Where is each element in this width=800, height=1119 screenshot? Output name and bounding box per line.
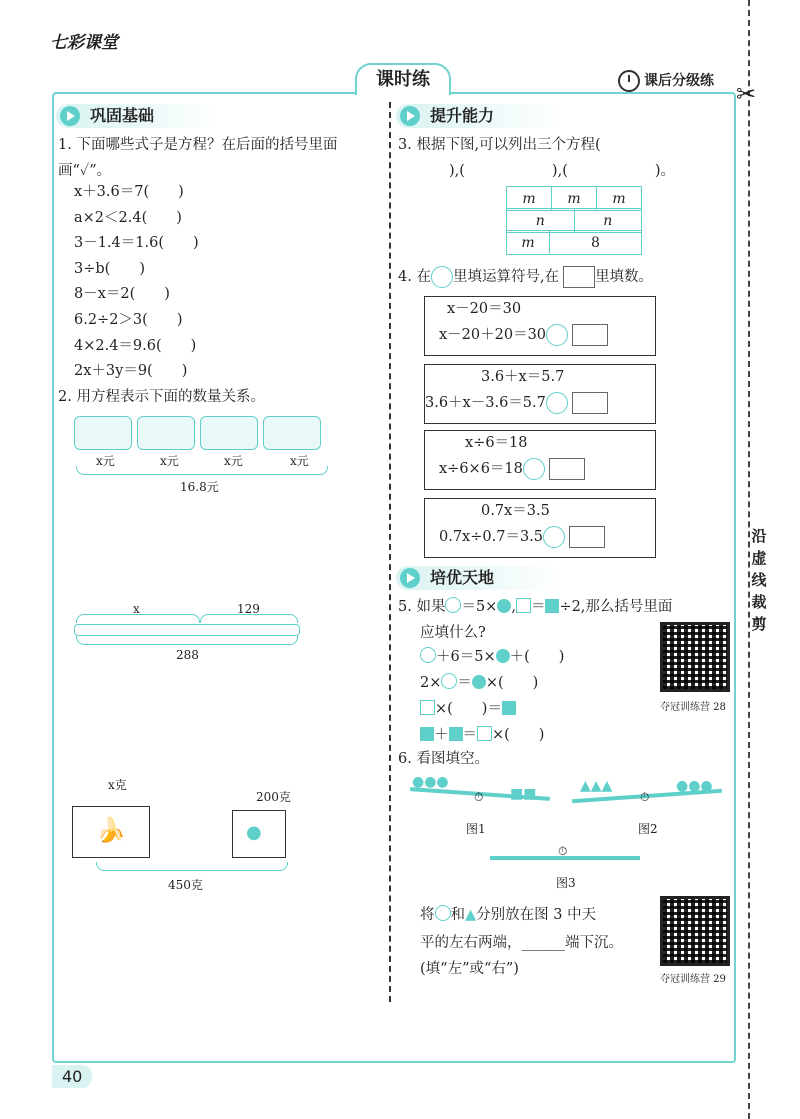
q5-b: ＝5× — [461, 599, 498, 615]
solid-square-icon — [449, 727, 463, 741]
figure-trays — [74, 416, 334, 454]
q5-row1-b: ＋( ) — [509, 649, 565, 665]
cell-m: m — [597, 187, 642, 211]
tray-image — [74, 416, 132, 450]
solid-square-icon — [502, 701, 516, 715]
box-total: 450克 — [168, 878, 203, 892]
question-3-line1: 3. 根据下图,可以列出三个方程( — [398, 137, 601, 153]
page-title: 课时练 — [355, 63, 451, 95]
question-1: 1. 下面哪些式子是方程？在后面的括号里面画“✓”。 — [58, 137, 338, 179]
cell-8: 8 — [550, 231, 642, 255]
tray-image — [263, 416, 321, 450]
q1-item: 8－x＝2( ) — [74, 286, 170, 303]
apple-icon: ● — [246, 822, 262, 843]
q6-line1 — [420, 902, 660, 928]
box-right-label: 200克 — [256, 790, 291, 804]
hollow-circle-icon — [441, 673, 457, 689]
cell-m: m — [552, 187, 597, 211]
solid-circle-icon — [472, 675, 486, 689]
play-icon — [400, 106, 420, 126]
circle-weights-icon: ●●● — [412, 774, 449, 790]
level-tag-label: 课后分级练 — [644, 73, 714, 89]
question-3-line2: ),( ),( )。 — [420, 163, 676, 179]
hollow-square-icon — [477, 726, 492, 741]
segment-total-brace — [76, 636, 298, 645]
number-input[interactable] — [572, 324, 608, 346]
section-improve-label: 提升能力 — [430, 106, 495, 125]
section-improve — [396, 104, 562, 128]
cell-m: m — [507, 187, 552, 211]
q1-item: 3－1.4＝1.6( ) — [74, 235, 199, 252]
q1-item: 3÷b( ) — [74, 260, 145, 277]
total-brace — [76, 466, 328, 475]
q5-row4-a: ＋ — [434, 727, 449, 743]
banana-icon: 🍌 — [96, 816, 126, 844]
hollow-square-icon — [516, 598, 531, 613]
equation-top: x÷6＝18 — [465, 435, 528, 451]
triangle-icon: ▲ — [465, 907, 477, 923]
q5-d: ＝ — [530, 599, 546, 615]
circle-symbol — [431, 266, 453, 288]
equation-top: 0.7x＝3.5 — [481, 503, 550, 519]
question-6: 6. 看图填空。 — [398, 751, 489, 767]
equation-bottom: x－20＋20＝30 — [439, 326, 547, 343]
segment-total: 288 — [176, 648, 199, 662]
equation-bottom: x÷6×6＝18 — [439, 460, 523, 477]
equation-box — [424, 296, 656, 356]
q6-line2: 平的左右两端，______端下沉。 — [420, 935, 623, 951]
q1-item: 2x＋3y＝9( ) — [74, 363, 188, 380]
q4-text-c: 里填数。 — [595, 269, 654, 285]
figure-2-label: 图2 — [638, 822, 658, 836]
segment-b-brace — [200, 614, 298, 623]
circle-weights-icon: ●●● — [676, 778, 713, 794]
segment-x-brace — [76, 614, 200, 623]
q5-continuation: 应填什么? — [420, 625, 486, 641]
q5-e: ÷2,那么括号里面 — [559, 599, 673, 615]
qr-code[interactable] — [660, 896, 730, 966]
equation-bottom: 0.7x÷0.7＝3.5 — [439, 528, 544, 545]
q6-c: 分别放在图 3 中天 — [476, 907, 597, 923]
q5-c: , — [511, 599, 516, 615]
segment-bar — [74, 624, 300, 636]
cut-label: 沿虚线裁剪 — [751, 527, 767, 633]
solid-square-icon — [420, 727, 434, 741]
q5-row — [420, 670, 650, 696]
cell-m: m — [507, 231, 550, 255]
page-number: 40 — [52, 1065, 92, 1088]
section-basics — [56, 104, 222, 128]
qr-code[interactable] — [660, 622, 730, 692]
operator-input[interactable] — [546, 324, 568, 346]
q5-row — [420, 722, 650, 748]
section-advanced — [396, 566, 562, 590]
q5-row — [420, 696, 650, 722]
tray-image — [137, 416, 195, 450]
equation-top: x－20＝30 — [447, 301, 522, 317]
question-4 — [398, 264, 728, 290]
q1-item: 6.2÷2＞3( ) — [74, 311, 183, 328]
segment-x-label: x — [133, 602, 140, 616]
clock-icon — [618, 70, 640, 92]
box-total-brace — [96, 862, 288, 871]
mn-diagram-row3 — [506, 230, 642, 255]
equation-box — [424, 430, 656, 490]
figure-3-label: 图3 — [556, 876, 576, 890]
q4-text-b: 里填运算符号,在 — [452, 269, 560, 285]
qr-label: 夺冠训练营 28 — [660, 702, 726, 713]
section-basics-label: 巩固基础 — [90, 106, 155, 125]
number-input[interactable] — [549, 458, 585, 480]
scissors-icon: ✂ — [736, 80, 757, 108]
number-input[interactable] — [569, 526, 605, 548]
equation-box — [424, 364, 656, 424]
cell-n: n — [507, 209, 575, 233]
equation-bottom: 3.6＋x－3.6＝5.7 — [425, 394, 546, 411]
segment-b-label: 129 — [237, 602, 260, 616]
tray-price-4: x元 — [290, 454, 309, 468]
tray-price-2: x元 — [160, 454, 179, 468]
solid-circle-icon — [496, 649, 510, 663]
box-left-label: x克 — [108, 778, 127, 792]
q1-item: 4×2.4＝9.6( ) — [74, 337, 197, 354]
q5-row4-b: ＝ — [462, 727, 477, 743]
triangle-weights-icon: ▲▲▲ — [580, 778, 613, 794]
q5-row2-a: 2× — [420, 675, 442, 691]
section-advanced-label: 培优天地 — [430, 568, 495, 587]
fulcrum-icon: ⏱ — [474, 790, 484, 804]
question-2: 2. 用方程表示下面的数量关系。 — [58, 389, 265, 405]
q6-line3: (填“左”或“右”) — [420, 961, 519, 977]
tray-price-1: x元 — [96, 454, 115, 468]
tray-image — [200, 416, 258, 450]
play-icon — [60, 106, 80, 126]
square-weights-icon: ■■ — [510, 786, 537, 802]
equation-top: 3.6＋x＝5.7 — [481, 369, 565, 385]
question-5 — [398, 594, 728, 620]
tray-total: 16.8元 — [180, 480, 219, 494]
q6-b: 和 — [450, 907, 465, 923]
equation-box — [424, 498, 656, 558]
q5-a: 5. 如果 — [398, 599, 446, 615]
q1-list — [74, 180, 374, 385]
q5-rows — [420, 644, 650, 748]
hollow-circle-icon — [445, 597, 461, 613]
tray-price-3: x元 — [224, 454, 243, 468]
number-input[interactable] — [572, 392, 608, 414]
hollow-circle-icon — [435, 905, 451, 921]
hollow-square-icon — [420, 700, 435, 715]
fulcrum-icon: ⏱ — [640, 790, 650, 804]
level-tag — [618, 70, 714, 92]
figure-1-label: 图1 — [466, 822, 486, 836]
q1-item: x＋3.6＝7( ) — [74, 184, 184, 200]
q5-row — [420, 644, 650, 670]
q5-row2-c: ×( ) — [485, 675, 539, 691]
qr-label: 夺冠训练营 29 — [660, 974, 726, 985]
square-symbol — [563, 266, 595, 288]
operator-input[interactable] — [543, 526, 565, 548]
hollow-circle-icon — [420, 647, 436, 663]
q4-text-a: 4. 在 — [398, 269, 431, 285]
solid-circle-icon — [497, 599, 511, 613]
play-icon — [400, 568, 420, 588]
q1-item: a×2＜2.4( ) — [74, 209, 182, 226]
q5-row4-c: ×( ) — [492, 727, 545, 743]
fulcrum-icon: ⏱ — [558, 844, 568, 858]
operator-input[interactable] — [523, 458, 545, 480]
operator-input[interactable] — [546, 392, 568, 414]
cell-n: n — [574, 209, 642, 233]
q5-row2-b: ＝ — [457, 675, 472, 691]
q5-row3-a: ×( )＝ — [435, 701, 502, 717]
solid-square-icon — [545, 599, 559, 613]
column-divider — [389, 102, 391, 1002]
brand-logo: 七彩课堂 — [50, 33, 118, 53]
q6-a: 将 — [420, 907, 435, 923]
q5-row1-a: ＋6＝5× — [436, 649, 496, 665]
